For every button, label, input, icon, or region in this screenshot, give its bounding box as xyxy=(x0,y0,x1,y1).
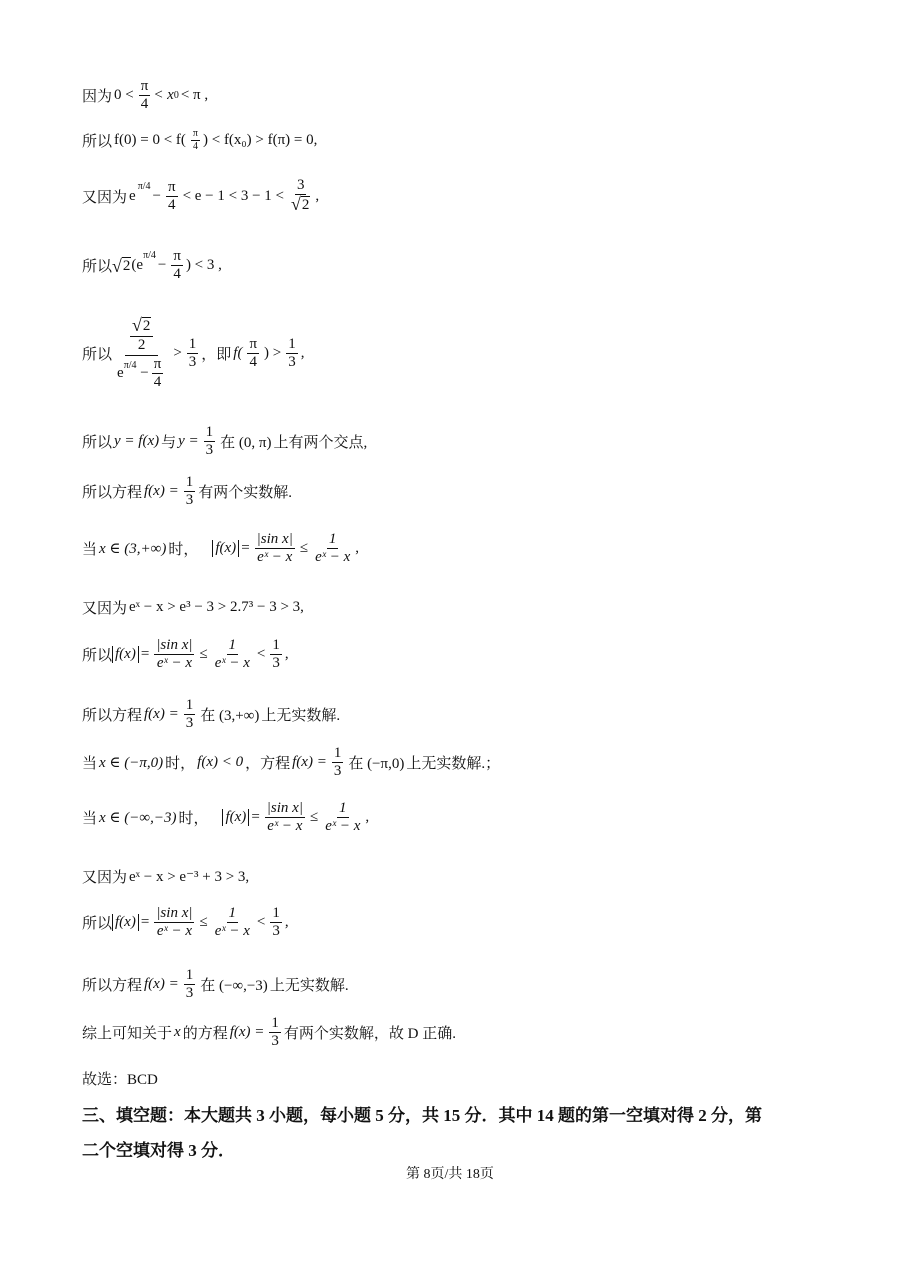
fraction: $\frac{\pi}{4}$ xyxy=(167,178,176,213)
sqrt: √ 2 xyxy=(112,255,131,276)
line-3: 又因为 e $^{\pi/4}$ − $\frac{\pi}{4}$ < e − 1 < 3 − 1 < 3 √ 2 , xyxy=(82,177,320,215)
line-14: 又因为 eˣ − x > e⁻³ + 3 > 3, xyxy=(82,869,250,886)
fraction: $\frac{\pi}{4}$ xyxy=(173,248,181,283)
page-footer: 第 8页/共 18页 xyxy=(406,1167,494,1182)
line-13: 当 x ∈ (−∞,−3) 时， f(x) = $\frac{\text{|sin x|}}{\text{eˣ − x}}$ ≤ $\frac{1}{\text{eˣ − x}}$ , xyxy=(82,800,370,835)
line-16: 所以方程 f(x) = $\frac{1}{3}$ 在 (−∞,−3) 上无实数解. xyxy=(82,967,349,1002)
line-9: 又因为 eˣ − x > e³ − 3 > 2.7³ − 3 > 3, xyxy=(82,599,304,617)
section-heading-line-1: 三、填空题：本大题共 3 小题，每小题 5 分，共 15 分．其中 14 题的第一空填对得 2 分，第 xyxy=(82,1106,762,1125)
line-8: 当 x ∈ (3,+∞) 时， f(x) = $\frac{\text{|sin x|}}{\text{eˣ − x}}$ ≤ $\frac{1}{\text{eˣ − x}}$ , xyxy=(82,531,359,566)
line-10: 所以 f(x) = $\frac{\text{|sin x|}}{\text{eˣ − x}}$ ≤ $\frac{1}{\text{eˣ − x}}$ < $\frac{1}{3}$ , xyxy=(82,637,289,672)
line-1: 因为 0 < $\frac{\pi}{4}$ < x 0 < π , xyxy=(82,78,209,113)
answer-line: 故选：BCD xyxy=(82,1072,158,1088)
text: 因为 xyxy=(82,89,113,106)
section-heading-line-2: 二个空填对得 3 分． xyxy=(82,1141,235,1160)
line-12: 当 x ∈ (−π,0) 时， f(x) < 0 ，方程 f(x) = $\frac{1}{3}$ 在 (−π,0) 上无实数解.； xyxy=(82,745,501,780)
compound-fraction: √ 2 2 e $^{\pi/4}$ − $\frac{\pi}{4}$ xyxy=(117,315,162,390)
line-11: 所以方程 f(x) = $\frac{1}{3}$ 在 (3,+∞) 上无实数解. xyxy=(82,697,341,732)
line-15: 所以 f(x) = $\frac{\text{|sin x|}}{\text{eˣ − x}}$ ≤ $\frac{1}{\text{eˣ − x}}$ < $\frac{1}{3}$ , xyxy=(82,905,289,940)
fraction: 3 √ 2 xyxy=(291,177,310,215)
line-4: 所以 √ 2 (e $^{\pi/4}$ − $\frac{\pi}{4}$ ) < 3 , xyxy=(82,248,222,283)
fraction: $\frac{\pi}{4}$ xyxy=(192,128,198,152)
math: < π , xyxy=(180,87,209,104)
fraction: $\frac{\pi}{4}$ xyxy=(140,78,149,113)
line-6: 所以 y = f(x) 与 y = $\frac{1}{3}$ 在 (0, π) 上有两个交点, xyxy=(82,424,368,459)
line-17: 综上可知关于 x 的方程 f(x) = $\frac{1}{3}$ 有两个实数解，故 D 正确. xyxy=(82,1015,456,1050)
line-5: 所以 √ 2 2 e $^{\pi/4}$ − $\frac{\pi}{4}$ > $\frac{1}{3}$ ，即 f( $\frac{\pi}{4}$ ) > $\frac{1}{3}$ , xyxy=(82,315,305,390)
line-2: 所以 f(0) = 0 < f( $\frac{\pi}{4}$ ) < f(x₀) > f(π) = 0, xyxy=(82,128,318,152)
math: < x xyxy=(153,87,174,104)
line-7: 所以方程 f(x) = $\frac{1}{3}$ 有两个实数解. xyxy=(82,474,292,509)
math: 0 < xyxy=(114,87,134,104)
